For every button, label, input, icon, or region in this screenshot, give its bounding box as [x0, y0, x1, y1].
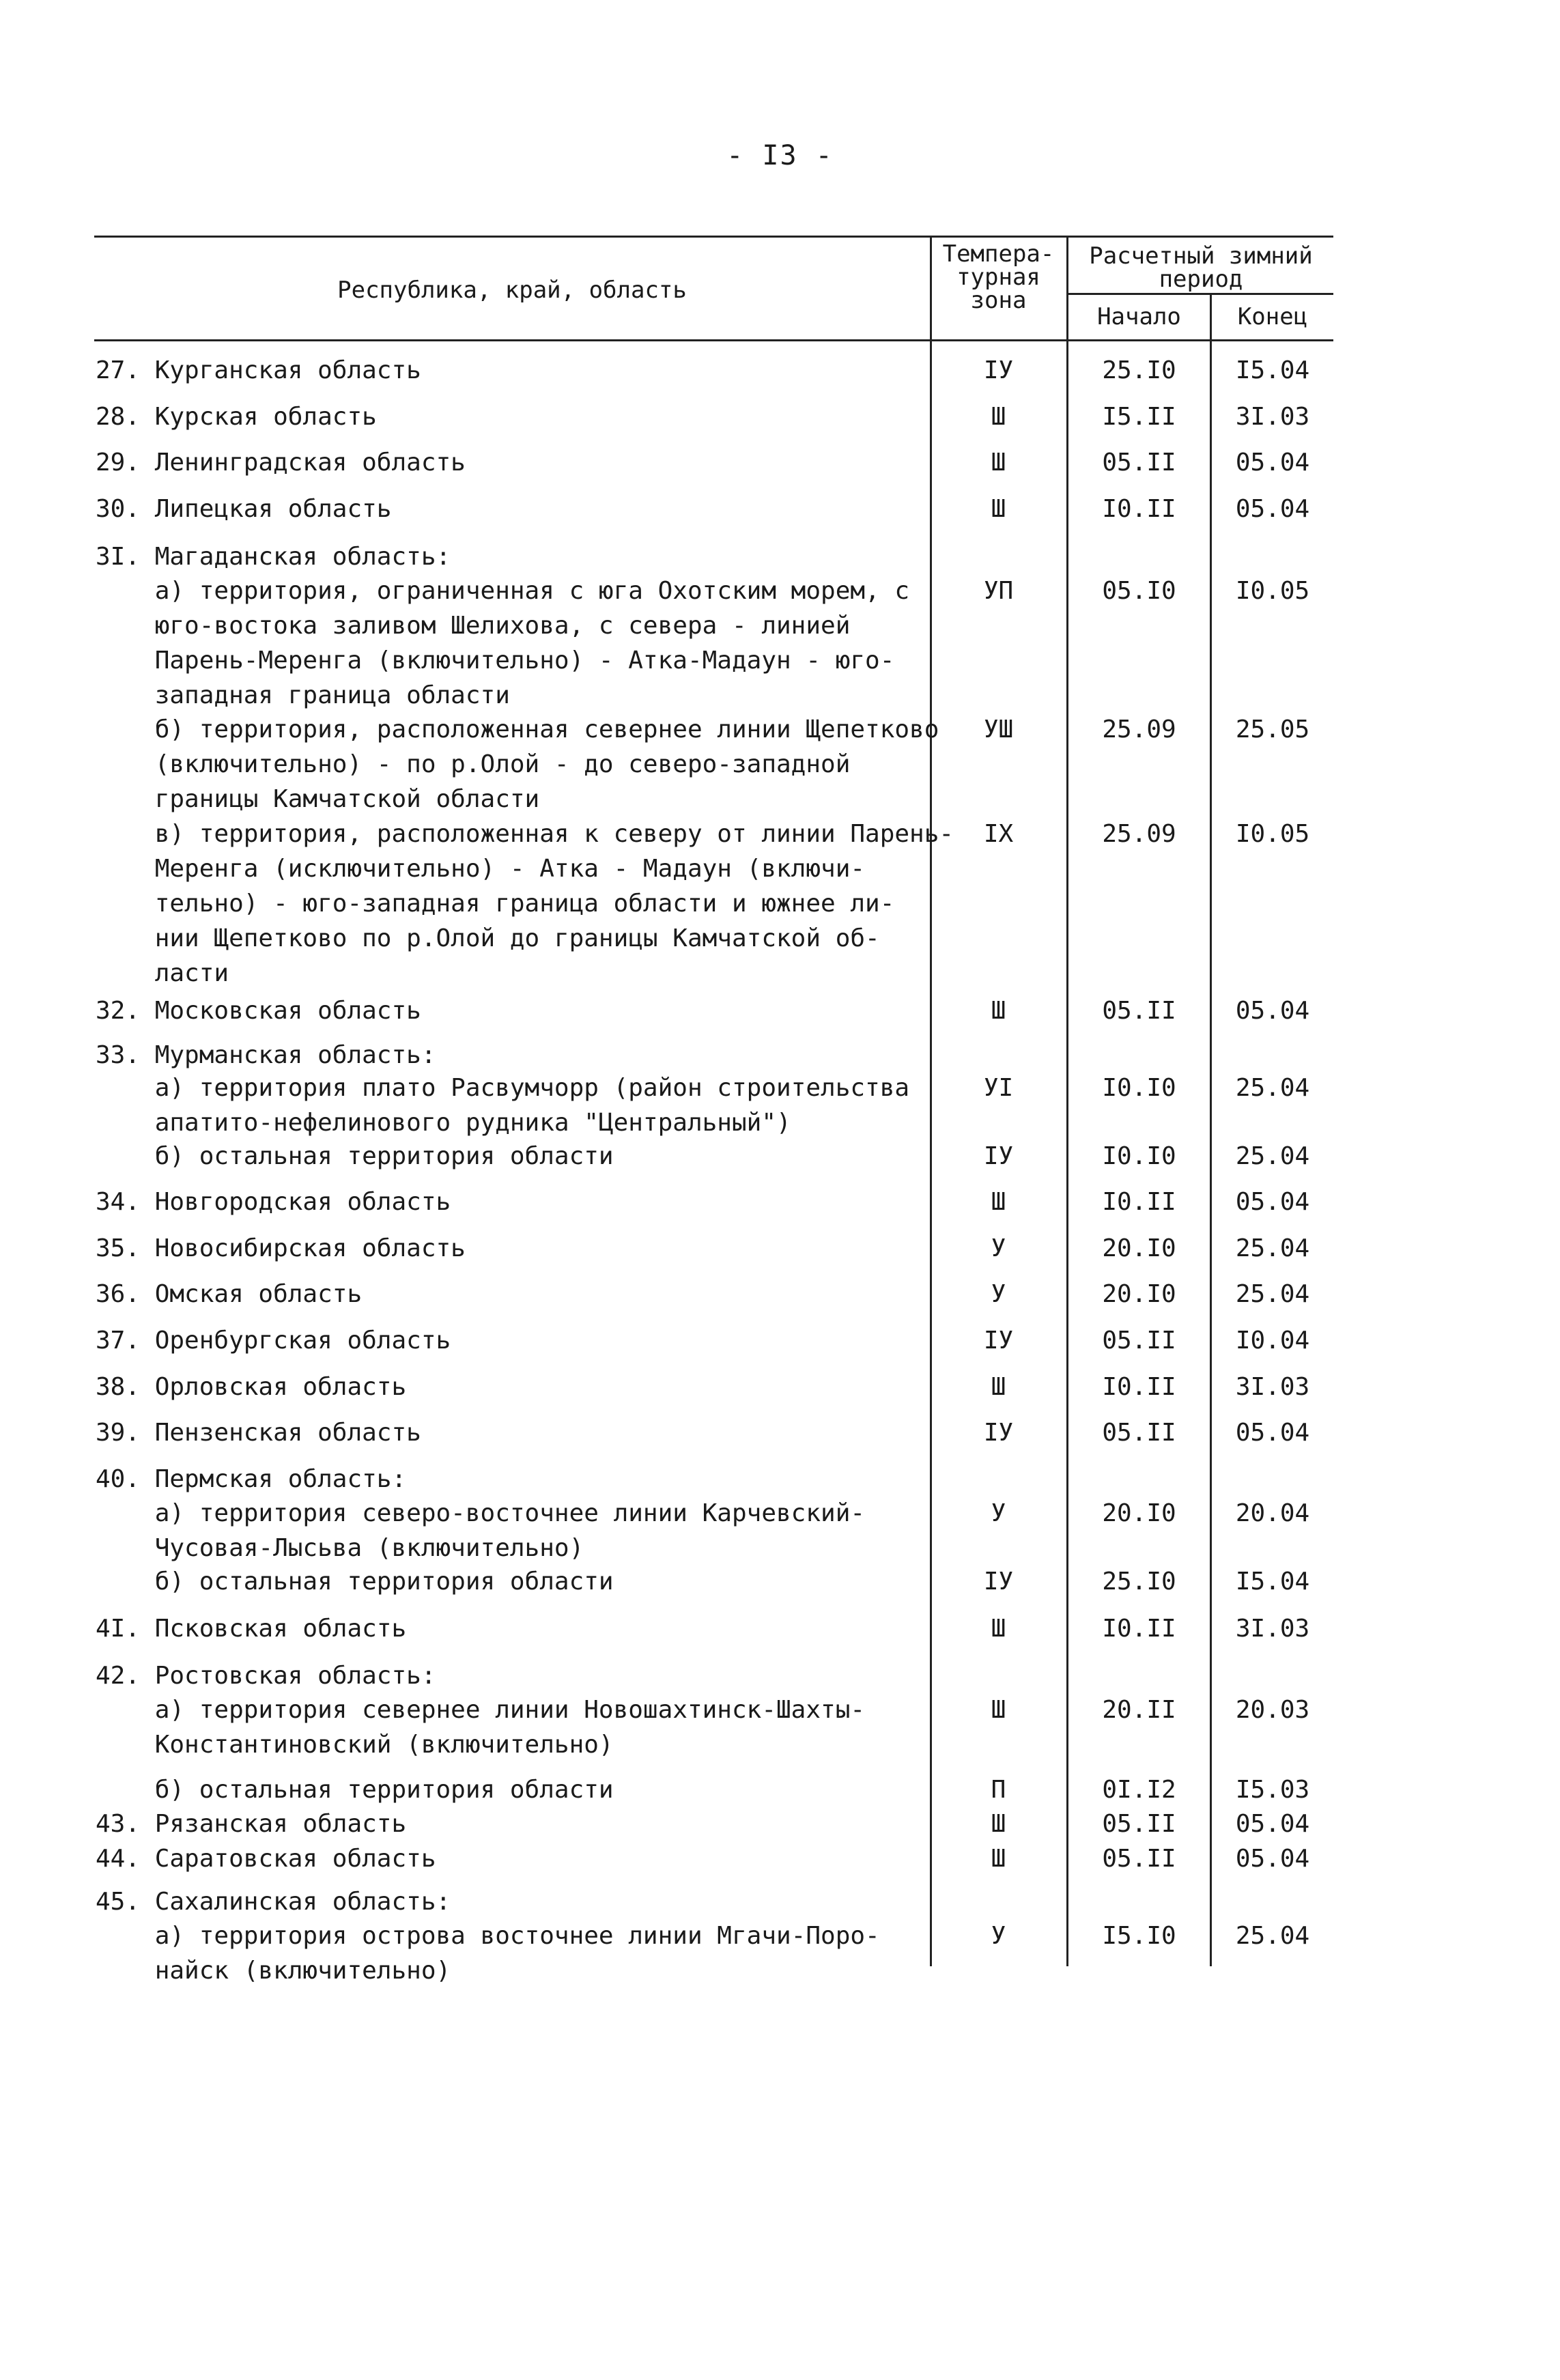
end-cell: I0.05	[1235, 820, 1310, 848]
end-cell: 20.03	[1235, 1696, 1310, 1724]
row-text-line: юго-востока заливом Шелихова, с севера - линией	[96, 612, 851, 640]
zone-header-line: турная	[956, 264, 1040, 291]
zone-cell: IУ	[983, 356, 1014, 384]
row-text-line: 42. Ростовская область:	[96, 1662, 436, 1690]
row-text-line: б) остальная территория области	[96, 1776, 614, 1804]
end-column-header: Конец	[1237, 303, 1308, 330]
zone-cell: Ш	[991, 403, 1006, 431]
end-cell: 05.04	[1235, 1419, 1310, 1447]
row-text-line: западная граница области	[96, 681, 510, 709]
end-cell: 05.04	[1235, 449, 1310, 477]
row-text-line: Парень-Меренга (включительно) - Атка-Мадаун - юго-	[96, 647, 895, 675]
zone-cell: Ш	[991, 1845, 1006, 1873]
end-cell: 05.04	[1235, 495, 1310, 523]
row-text-line: Константиновский (включительно)	[96, 1731, 614, 1759]
zone-column-header	[932, 242, 1065, 312]
row-text-line: найск (включительно)	[96, 1957, 451, 1985]
row-text-line: а) территория севернее линии Новошахтинск-Шахты-	[96, 1696, 866, 1724]
end-cell: I5.03	[1235, 1776, 1310, 1804]
row-text-line: ласти	[96, 959, 229, 987]
row-text-line: б) территория, расположенная севернее линии Щепетково	[96, 716, 939, 743]
row-text-line: 38. Орловская область	[96, 1373, 407, 1401]
row-text-line: 28. Курская область	[96, 403, 377, 431]
start-cell: 05.II	[1102, 1810, 1176, 1838]
row-text-line: нии Щепетково по р.Олой до границы Камчатской об-	[96, 924, 880, 952]
start-cell: 25.I0	[1102, 356, 1176, 384]
zone-cell: Ш	[991, 1373, 1006, 1401]
end-cell: 25.04	[1235, 1074, 1310, 1102]
row-text-line: апатито-нефелинового рудника "Центральный")	[96, 1109, 791, 1137]
end-cell: 25.05	[1235, 716, 1310, 743]
zone-cell: Ш	[991, 997, 1006, 1025]
start-cell: 05.II	[1102, 997, 1176, 1025]
start-column-header: Начало	[1097, 303, 1181, 330]
period-subheader-rule	[1066, 293, 1333, 295]
zone-cell: IУ	[983, 1419, 1014, 1447]
row-text-line: тельно) - юго-западная граница области и южнее ли-	[96, 890, 895, 918]
row-text-line: Чусовая-Лысьва (включительно)	[96, 1534, 584, 1562]
row-text-line: 27. Курганская область	[96, 356, 421, 384]
end-cell: 3I.03	[1235, 1615, 1310, 1643]
zone-cell: Ш	[991, 495, 1006, 523]
zone-cell: П	[991, 1776, 1006, 1804]
row-text-line: 44. Саратовская область	[96, 1845, 436, 1873]
zone-cell: У	[991, 1280, 1006, 1308]
start-cell: 25.09	[1102, 716, 1176, 743]
zone-cell: УП	[983, 577, 1014, 605]
start-cell: 20.I0	[1102, 1499, 1176, 1527]
zone-cell: IУ	[983, 1327, 1014, 1355]
end-cell: I5.04	[1235, 1568, 1310, 1596]
start-cell: I0.II	[1102, 495, 1176, 523]
row-text-line: границы Камчатской области	[96, 785, 540, 813]
zone-cell: Ш	[991, 1615, 1006, 1643]
header-bottom-rule	[94, 339, 1333, 341]
zone-cell: УШ	[983, 716, 1014, 743]
start-cell: 05.I0	[1102, 577, 1176, 605]
row-text-line: а) территория острова восточнее линии Мгачи-Поро-	[96, 1922, 880, 1950]
start-cell: I0.II	[1102, 1615, 1176, 1643]
row-text-line: 37. Оренбургская область	[96, 1327, 451, 1355]
period-column-header	[1068, 244, 1333, 291]
start-cell: 25.09	[1102, 820, 1176, 848]
row-text-line: б) остальная территория области	[96, 1142, 614, 1170]
start-cell: I0.I0	[1102, 1074, 1176, 1102]
start-cell: 20.I0	[1102, 1280, 1176, 1308]
end-cell: 25.04	[1235, 1922, 1310, 1950]
table-top-rule	[94, 236, 1333, 238]
start-cell: 25.I0	[1102, 1568, 1176, 1596]
end-cell: I5.04	[1235, 356, 1310, 384]
row-text-line: 43. Рязанская область	[96, 1810, 407, 1838]
start-cell: 0I.I2	[1102, 1776, 1176, 1804]
end-cell: 05.04	[1235, 1810, 1310, 1838]
end-cell: 05.04	[1235, 1188, 1310, 1216]
end-cell: 25.04	[1235, 1142, 1310, 1170]
row-text-line: б) остальная территория области	[96, 1568, 614, 1596]
row-text-line: а) территория, ограниченная с юга Охотским морем, с	[96, 577, 910, 605]
row-text-line: 35. Новосибирская область	[96, 1234, 466, 1262]
start-cell: 05.II	[1102, 1845, 1176, 1873]
end-cell: 20.04	[1235, 1499, 1310, 1527]
zone-cell: У	[991, 1499, 1006, 1527]
zone-cell: У	[991, 1234, 1006, 1262]
zone-cell: IX	[983, 820, 1014, 848]
row-text-line: 33. Мурманская область:	[96, 1041, 436, 1069]
row-text-line: 34. Новгородская область	[96, 1188, 451, 1216]
row-text-line: 4I. Псковская область	[96, 1615, 407, 1643]
start-cell: I0.I0	[1102, 1142, 1176, 1170]
zone-cell: У	[991, 1922, 1006, 1950]
end-cell: 05.04	[1235, 997, 1310, 1025]
end-cell: 3I.03	[1235, 1373, 1310, 1401]
row-text-line: 30. Липецкая область	[96, 495, 392, 523]
zone-cell: Ш	[991, 1188, 1006, 1216]
end-cell: 25.04	[1235, 1234, 1310, 1262]
start-cell: 20.II	[1102, 1696, 1176, 1724]
row-text-line: 45. Сахалинская область:	[96, 1888, 451, 1916]
row-text-line: 39. Пензенская область	[96, 1419, 421, 1447]
zone-header-line: Темпера-	[942, 240, 1055, 268]
start-cell: I0.II	[1102, 1188, 1176, 1216]
row-text-line: Меренга (исключительно) - Атка - Мадаун (включи-	[96, 855, 866, 883]
end-cell: I0.05	[1235, 577, 1310, 605]
row-text-line: 3I. Магаданская область:	[96, 543, 451, 571]
start-cell: I5.I0	[1102, 1922, 1176, 1950]
start-cell: 05.II	[1102, 1419, 1176, 1447]
zone-cell: Ш	[991, 449, 1006, 477]
zone-cell: Ш	[991, 1696, 1006, 1724]
end-cell: I0.04	[1235, 1327, 1310, 1355]
zone-header-line: зона	[970, 287, 1027, 314]
row-text-line: 29. Ленинградская область	[96, 449, 466, 477]
zone-cell: IУ	[983, 1568, 1014, 1596]
page-number: - I3 -	[726, 140, 834, 171]
row-text-line: а) территория северо-восточнее линии Карчевский-	[96, 1499, 866, 1527]
row-text-line: а) территория плато Расвумчорр (район строительства	[96, 1074, 910, 1102]
end-cell: 3I.03	[1235, 403, 1310, 431]
start-cell: I0.II	[1102, 1373, 1176, 1401]
end-cell: 05.04	[1235, 1845, 1310, 1873]
row-text-line: 40. Пермская область:	[96, 1465, 407, 1493]
row-text-line: 36. Омская область	[96, 1280, 363, 1308]
row-text-line: (включительно) - по р.Олой - до северо-западной	[96, 750, 851, 778]
period-header-line: период	[1159, 266, 1243, 293]
start-cell: 05.II	[1102, 449, 1176, 477]
row-text-line: в) территория, расположенная к северу от линии Парень-	[96, 820, 954, 848]
zone-cell: Ш	[991, 1810, 1006, 1838]
start-cell: 20.I0	[1102, 1234, 1176, 1262]
row-text-line: 32. Московская область	[96, 997, 421, 1025]
zone-cell: УI	[983, 1074, 1014, 1102]
region-column-header: Республика, край, область	[337, 277, 687, 304]
end-cell: 25.04	[1235, 1280, 1310, 1308]
start-cell: 05.II	[1102, 1327, 1176, 1355]
start-cell: I5.II	[1102, 403, 1176, 431]
period-header-line: Расчетный зимний	[1089, 242, 1313, 270]
zone-cell: IУ	[983, 1142, 1014, 1170]
